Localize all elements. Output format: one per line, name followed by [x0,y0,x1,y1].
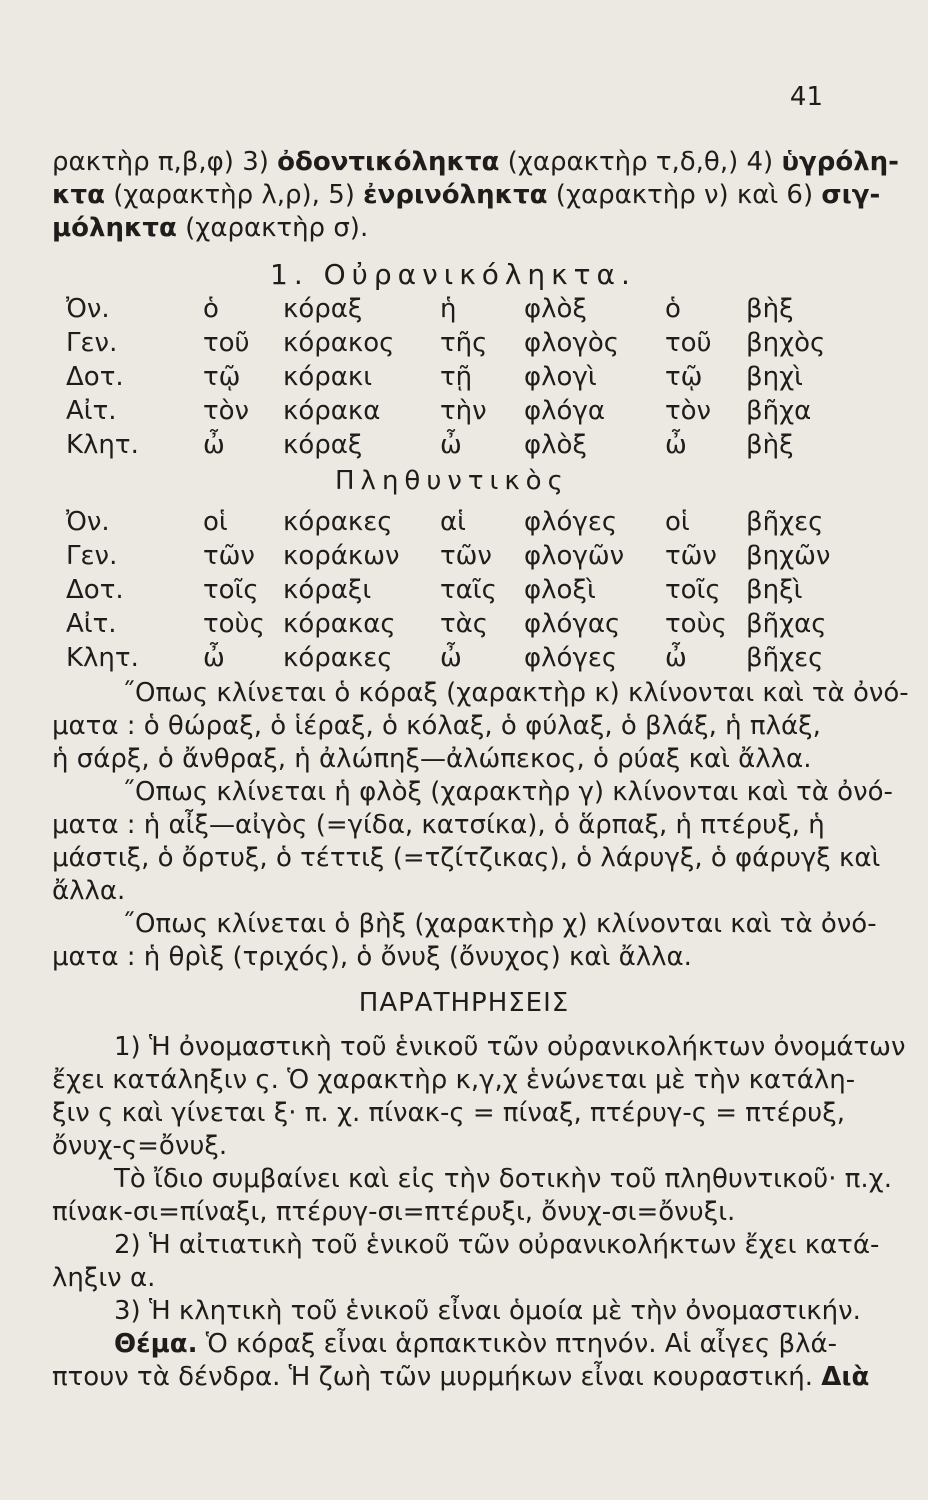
declension-row [0,507,928,541]
declension-form: κόρακος [283,328,395,358]
declension-form: κόραξ [283,294,363,324]
declension-form: φλόγα [524,396,605,426]
text-run: ληξιν α. [52,1263,156,1293]
declension-form: ὦ [665,430,687,460]
text-run: ὄνυχ-ς=ὄνυξ. [52,1131,228,1161]
declension-form: ἡ [440,294,457,324]
case-label: Αἰτ. [66,609,117,639]
notes-title: ΠΑΡΑΤΗΡΗΣΕΙΣ [358,988,570,1018]
text-run: ματα : ἡ αἶξ—αἰγὸς (=γίδα, κατσίκα), ὁ ἅρπαξ, ἡ πτέρυξ, ἡ [52,810,825,840]
text-run: Διὰ [821,1362,870,1392]
declension-row [0,294,928,328]
declension-form: οἱ [665,507,690,537]
declension-row [0,575,928,609]
declension-form: βὴξ [746,294,794,324]
plural-title: Πληθυντικὸς [335,466,569,496]
declension-form: ὦ [203,430,225,460]
notes-line [52,1195,868,1229]
text-run: Ὁ κόραξ εἶναι ἁρπακτικὸν πτηνόν. Αἱ αἶγες βλά- [197,1329,837,1359]
text-run: 1) Ἡ ὀνομαστικὴ τοῦ ἑνικοῦ τῶν οὐρανικολήκτων ὀνομάτων [114,1032,906,1062]
declension-form: ὦ [203,643,225,673]
declension-form: φλοξὶ [524,575,596,605]
declension-form: ὦ [440,643,462,673]
declension-form: φλὸξ [524,294,587,324]
declension-form: κόραξ [283,430,363,460]
case-label: Ὀν. [66,507,110,537]
declension-form: κόρακας [283,609,396,639]
declension-form: τὴν [440,396,487,426]
notes-line [52,1063,868,1097]
text-run: ἔχει κατάληξιν ς. Ὁ χαρακτὴρ κ,γ,χ ἑνώνεται μὲ τὴν κατάλη- [52,1065,856,1095]
declension-form: βῆχες [746,507,824,537]
text-run: ματα : ἡ θρὶξ (τριχός), ὁ ὄνυξ (ὄνυχος) καὶ ἄλλα. [52,942,692,972]
intro-line [52,178,881,212]
notes-line [52,1261,868,1295]
text-run: 3) Ἡ κλητικὴ τοῦ ἑνικοῦ εἶναι ὁμοία μὲ τὴν ὀνομαστικήν. [114,1296,861,1326]
declension-form: βὴξ [746,430,794,460]
declension-form: κόρακι [283,362,372,392]
body-line [52,841,881,875]
declension-form: τῷ [665,362,703,392]
declension-form: βῆχες [746,643,824,673]
text-run: ξιν ς καὶ γίνεται ξ· π. χ. πίνακ-ς = πίναξ, πτέρυγ-ς = πτέρυξ, [52,1098,845,1128]
declension-form: οἱ [203,507,228,537]
declension-form: φλογῶν [524,541,625,571]
case-label: Ὀν. [66,294,110,324]
text-run: πίνακ-σι=πίναξι, πτέρυγ-σι=πτέρυξι, ὄνυχ-σι=ὄνυξι. [52,1197,736,1227]
body-line [52,709,868,743]
declension-row [0,430,928,464]
body-line [52,808,868,842]
text-run: (χαρακτὴρ λ,ρ), 5) [104,180,364,210]
text-run: 2) Ἡ αἰτιατικὴ τοῦ ἑνικοῦ τῶν οὐρανικολήκτων ἔχει κατά- [114,1230,880,1260]
case-label: Κλητ. [66,430,139,460]
declension-row [0,643,928,677]
declension-form: ταῖς [440,575,497,605]
declension-row [0,362,928,396]
declension-form: τοῦ [203,328,250,358]
declension-form: βηξὶ [746,575,803,605]
intro-line [52,145,899,179]
text-run: μάστιξ, ὁ ὄρτυξ, ὁ τέττιξ (=τζίτζικας), ὁ λάρυγξ, ὁ φάρυγξ καὶ [52,843,881,873]
case-label: Γεν. [66,541,118,571]
declension-form: βῆχα [746,396,812,426]
body-line [52,775,893,809]
declension-form: τὸν [203,396,250,426]
declension-form: τοῖς [665,575,721,605]
notes-line [52,1030,906,1064]
text-run: Τὸ ἴδιο συμβαίνει καὶ εἰς τὴν δοτικὴν τοῦ πληθυντικοῦ· π.χ. [114,1164,892,1194]
notes-line [52,1129,868,1163]
declension-row [0,541,928,575]
declension-form: κόρακες [283,507,393,537]
text-run: (χαρακτὴρ σ). [176,213,369,243]
section-title: 1. Οὐρανικόληκτα. [270,258,636,291]
text-run: ματα : ὁ θώραξ, ὁ ἱέραξ, ὁ κόλαξ, ὁ φύλαξ, ὁ βλάξ, ἡ πλάξ, [52,711,821,741]
notes-line [52,1294,868,1328]
text-run: (χαρακτὴρ τ,δ,θ,) 4) [499,147,782,177]
declension-form: τῶν [440,541,492,571]
declension-form: τῆς [440,328,488,358]
declension-form: βηχὸς [746,328,826,358]
declension-form: φλογὸς [524,328,619,358]
text-run: ἄλλα. [52,876,126,906]
text-run: πτουν τὰ δένδρα. Ἡ ζωὴ τῶν μυρμήκων εἶναι κουραστική. [52,1362,822,1392]
declension-form: τῶν [203,541,255,571]
declension-form: κόρακες [283,643,393,673]
case-label: Δοτ. [66,575,124,605]
declension-row [0,328,928,362]
declension-form: φλόγας [524,609,621,639]
declension-form: αἱ [440,507,466,537]
notes-line [52,1096,868,1130]
text-run: Θέμα. [114,1329,198,1359]
case-label: Αἰτ. [66,396,117,426]
declension-form: βῆχας [746,609,827,639]
text-run: σιγ- [821,180,881,210]
text-run: ρακτὴρ π,β,φ) 3) [52,147,278,177]
page-number: 41 [789,82,823,112]
declension-form: τῷ [203,362,241,392]
declension-form: τοῦ [665,328,712,358]
text-run: ˝Οπως κλίνεται ἡ φλὸξ (χαρακτὴρ γ) κλίνονται καὶ τὰ ὀνό- [122,777,893,807]
case-label: Δοτ. [66,362,124,392]
body-line [52,907,877,941]
notes-line [52,1360,868,1394]
notes-line [52,1327,868,1361]
body-line [52,874,868,908]
text-run: ἐνρινόληκτα [363,180,548,210]
text-run: ὑγρόλη- [781,147,899,177]
intro-line [52,211,868,245]
notes-line [52,1228,880,1262]
body-line [52,742,868,776]
declension-form: ὁ [203,294,219,324]
declension-form: φλὸξ [524,430,587,460]
text-run: ὀδοντικόληκτα [277,147,500,177]
declension-form: ὁ [665,294,681,324]
declension-form: τοὺς [665,609,727,639]
text-run: μόληκτα [52,213,177,243]
declension-row [0,396,928,430]
declension-form: φλογὶ [524,362,597,392]
body-line [52,940,868,974]
body-line [52,676,909,710]
declension-form: κόρακα [283,396,381,426]
text-run: ˝Οπως κλίνεται ὁ κόραξ (χαρακτὴρ κ) κλίνονται καὶ τὰ ὀνό- [122,678,909,708]
declension-form: βηχὶ [746,362,803,392]
case-label: Γεν. [66,328,118,358]
text-run: ˝Οπως κλίνεται ὁ βὴξ (χαρακτὴρ χ) κλίνονται καὶ τὰ ὀνό- [122,909,877,939]
declension-form: ὦ [440,430,462,460]
text-run: (χαρακτὴρ ν) καὶ 6) [547,180,822,210]
case-label: Κλητ. [66,643,139,673]
declension-form: φλόγες [524,507,618,537]
notes-line [52,1162,892,1196]
declension-form: φλόγες [524,643,618,673]
declension-form: κοράκων [283,541,400,571]
text-run: κτα [52,180,105,210]
declension-form: τῇ [440,362,473,392]
declension-form: τῶν [665,541,717,571]
declension-form: τὸν [665,396,712,426]
declension-form: τὰς [440,609,489,639]
declension-form: βηχῶν [746,541,831,571]
declension-form: τοῖς [203,575,259,605]
declension-form: ὦ [665,643,687,673]
declension-form: τοὺς [203,609,265,639]
declension-row [0,609,928,643]
text-run: ἡ σάρξ, ὁ ἄνθραξ, ἡ ἀλώπηξ—ἀλώπεκος, ὁ ρύαξ καὶ ἄλλα. [52,744,812,774]
declension-form: κόραξι [283,575,372,605]
